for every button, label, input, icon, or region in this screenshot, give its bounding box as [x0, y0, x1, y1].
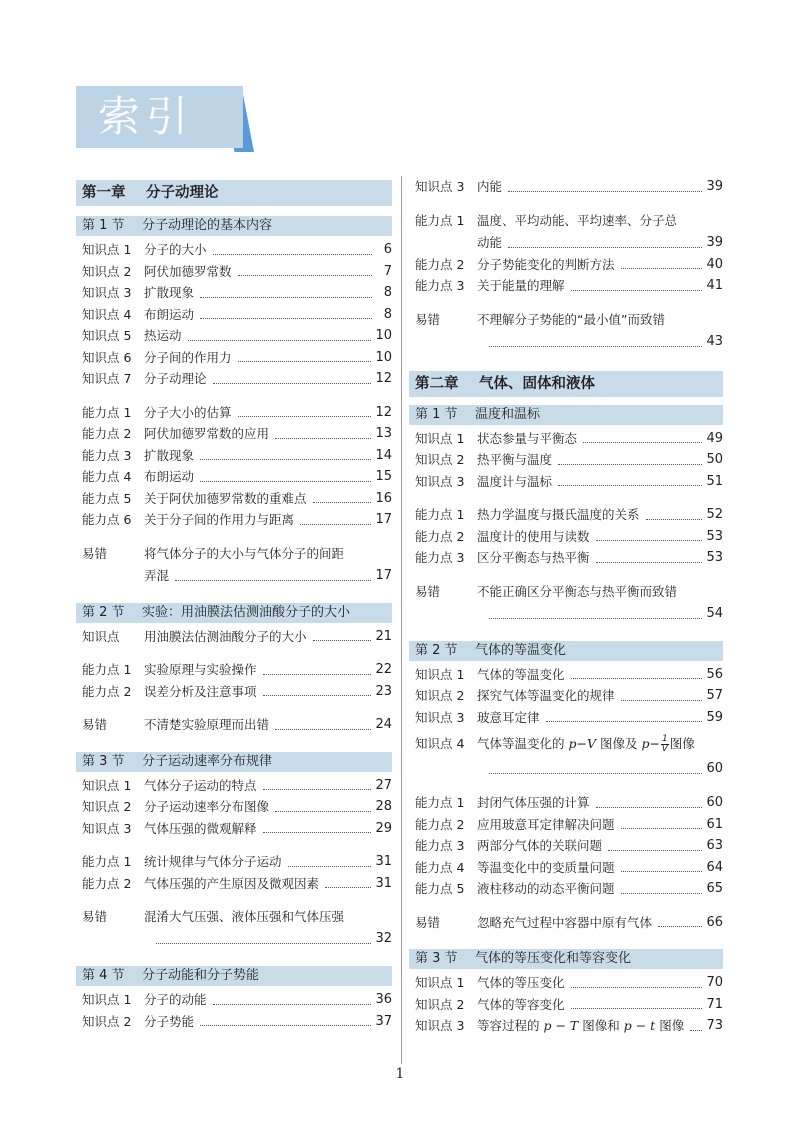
index-entry[interactable]: 知识点 1 状态参量与平衡态 49 [415, 430, 723, 446]
index-entry[interactable]: 知识点 7 分子动理论 12 [82, 371, 392, 386]
index-entry[interactable]: 知识点 3 气体压强的微观解释 29 [82, 820, 392, 836]
fraction-one-over-v: $\frac{1}{V}$ [661, 734, 668, 754]
chapter-2-header: 第二章 气体、固体和液体 [409, 371, 723, 397]
index-entry[interactable]: 能力点 4 等温变化中的变质量问题 64 [415, 859, 723, 875]
index-entry[interactable]: 知识点 2 分子运动速率分布图像 28 [82, 799, 392, 814]
index-entry-formula[interactable]: 知识点 3 等容过程的 p − T 图像和 p − t 图像 73 [415, 1018, 723, 1033]
index-entry[interactable]: 知识点 3 玻意耳定律 59 [415, 709, 723, 725]
index-entry[interactable]: 能力点 2 气体压强的产生原因及微观因素 31 [82, 875, 392, 891]
index-entry-error[interactable]: 易错 不清楚实验原理而出错 24 [82, 717, 392, 732]
index-entry[interactable]: 能力点 1 分子大小的估算 12 [82, 404, 392, 420]
index-entry[interactable]: 知识点 用油膜法估测油酸分子的大小 21 [82, 628, 392, 644]
index-entry[interactable]: 能力点 3 扩散现象 14 [82, 447, 392, 463]
index-entry[interactable]: 能力点 3 区分平衡态与热平衡 53 [415, 550, 723, 565]
section-2-2-header: 第 2 节 气体的等温变化 [409, 641, 723, 661]
page-title: 索引 [98, 92, 195, 141]
section-2-1-header: 第 1 节 温度和温标 [409, 405, 723, 425]
index-entry[interactable]: 能力点 6 关于分子间的作用力与距离 17 [82, 512, 392, 527]
index-entry[interactable]: 知识点 1 气体分子运动的特点 27 [82, 777, 392, 793]
index-entry-error[interactable]: 易错 混淆大气压强、液体压强和气体压强 32 [82, 909, 392, 946]
section-2-3-header: 第 3 节 气体的等压变化和等容变化 [409, 949, 723, 969]
index-entry[interactable]: 知识点 2 气体的等容变化 71 [415, 996, 723, 1012]
right-column [409, 176, 723, 1037]
index-entry[interactable]: 能力点 1 实验原理与实验操作 22 [82, 662, 392, 677]
index-entry[interactable]: 知识点 1 气体的等温变化 56 [415, 666, 723, 682]
column-divider [401, 176, 402, 1064]
index-entry[interactable]: 能力点 3 关于能量的理解 41 [415, 278, 723, 293]
index-entry[interactable]: 知识点 2 分子势能 37 [82, 1013, 392, 1029]
index-entry[interactable]: 能力点 3 两部分气体的关联问题 63 [415, 838, 723, 853]
section-1-1-header: 第 1 节 分子动理论的基本内容 [76, 216, 392, 236]
index-entry[interactable]: 能力点 5 液柱移动的动态平衡问题 65 [415, 881, 723, 896]
chapter-1-header: 第一章 分子动理论 [76, 180, 392, 206]
index-entry[interactable]: 能力点 1 热力学温度与摄氏温度的关系 52 [415, 507, 723, 522]
index-entry[interactable]: 能力点 1 温度、平均动能、平均速率、分子总 动能 39 [415, 212, 723, 250]
index-entry[interactable]: 能力点 2 阿伏加德罗常数的应用 13 [82, 426, 392, 441]
page-number: 1 [395, 1066, 405, 1082]
index-entry-error[interactable]: 易错 将气体分子的大小与气体分子的间距 弄混 17 [82, 545, 392, 583]
index-entry[interactable]: 能力点 5 关于阿伏加德罗常数的重难点 16 [82, 490, 392, 506]
section-1-2-header: 第 2 节 实验：用油膜法估测油酸分子的大小 [76, 603, 392, 623]
index-entry[interactable]: 知识点 1 分子的大小 6 [82, 242, 392, 257]
index-entry[interactable]: 能力点 2 分子势能变化的判断方法 40 [415, 256, 723, 272]
index-entry[interactable]: 知识点 2 阿伏加德罗常数 7 [82, 263, 392, 279]
index-entry[interactable]: 知识点 2 热平衡与温度 50 [415, 452, 723, 467]
index-entry[interactable]: 能力点 2 误差分析及注意事项 23 [82, 683, 392, 699]
index-entry-error[interactable]: 易错 不能正确区分平衡态与热平衡而致错 54 [415, 583, 723, 621]
index-entry[interactable]: 知识点 3 温度计与温标 51 [415, 473, 723, 489]
index-entry-formula[interactable]: 知识点 4 气体等温变化的 p−V 图像及 p− $\frac{1}{V}$ 图像 60 [415, 734, 723, 776]
section-1-4-header: 第 4 节 分子动能和分子势能 [76, 966, 392, 986]
index-entry[interactable]: 知识点 6 分子间的作用力 10 [82, 349, 392, 365]
index-entry[interactable]: 知识点 3 内能 39 [415, 179, 723, 194]
index-entry[interactable]: 能力点 4 布朗运动 15 [82, 469, 392, 484]
index-entry[interactable]: 能力点 2 应用玻意耳定律解决问题 61 [415, 816, 723, 832]
left-column [76, 180, 392, 1032]
index-entry-error[interactable]: 易错 忽略充气过程中容器中原有气体 66 [415, 914, 723, 930]
index-entry-error[interactable]: 易错 不理解分子势能的“最小值”而致错 43 [415, 311, 723, 349]
section-1-3-header: 第 3 节 分子运动速率分布规律 [76, 752, 392, 772]
index-entry[interactable]: 能力点 1 封闭气体压强的计算 60 [415, 795, 723, 810]
index-entry[interactable]: 知识点 4 布朗运动 8 [82, 306, 392, 322]
index-entry[interactable]: 能力点 2 温度计的使用与读数 53 [415, 528, 723, 544]
index-entry[interactable]: 知识点 1 气体的等压变化 70 [415, 975, 723, 990]
index-entry[interactable]: 能力点 1 统计规律与气体分子运动 31 [82, 854, 392, 869]
index-entry[interactable]: 知识点 5 热运动 10 [82, 328, 392, 343]
index-entry[interactable]: 知识点 1 分子的动能 36 [82, 992, 392, 1007]
index-entry[interactable]: 知识点 3 扩散现象 8 [82, 285, 392, 300]
index-entry[interactable]: 知识点 2 探究气体等温变化的规律 57 [415, 688, 723, 703]
